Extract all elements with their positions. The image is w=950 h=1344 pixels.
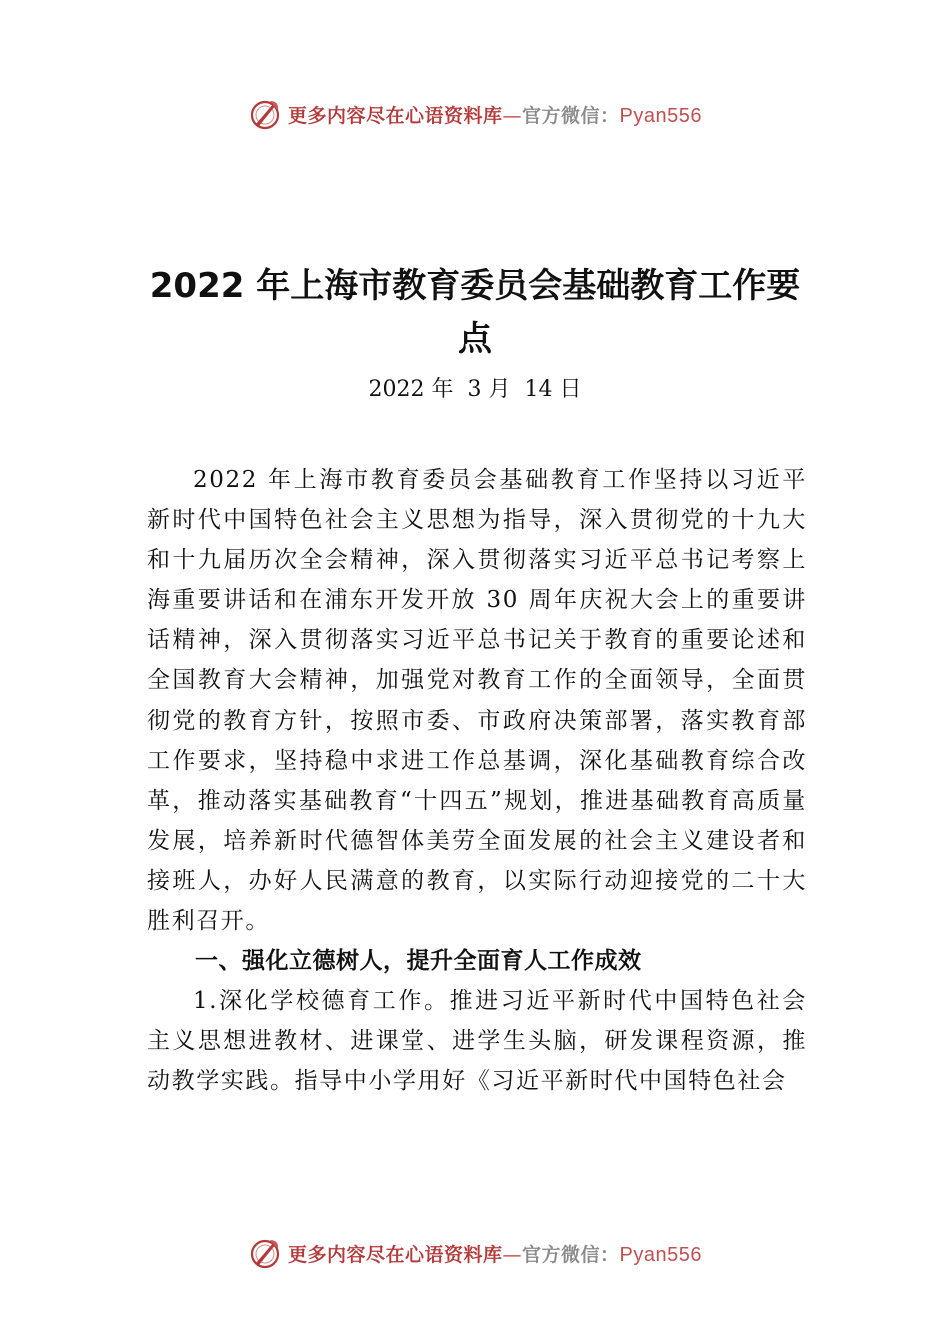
banner-dash: — — [502, 1243, 523, 1266]
footer-banner — [0, 1233, 950, 1273]
document-body — [147, 460, 807, 1102]
section-heading: 一、强化立德树人，提升全面育人工作成效 — [195, 948, 642, 975]
banner-dash: — — [502, 104, 523, 127]
banner-main-text: 更多内容尽在心语资料库 — [288, 104, 503, 127]
quill-seal-icon — [248, 1236, 282, 1270]
quill-seal-icon — [248, 97, 282, 131]
header-banner-text — [288, 101, 702, 128]
document-date: 2022 年 3 月 14 日 — [368, 377, 582, 402]
header-banner — [0, 94, 950, 134]
banner-wechat-label: 官方微信： — [522, 1243, 620, 1266]
banner-wechat-id: Pyan556 — [619, 104, 702, 127]
document-title: 2022 年上海市教育委员会基础教育工作要点 — [149, 266, 801, 359]
footer-banner-text — [288, 1240, 702, 1267]
section-paragraph: 1.深化学校德育工作。推进习近平新时代中国特色社会主义思想进教材、进课堂、进学生头脑，研发课程资源，推动教学实践。指导中小学用好《习近平新时代中国特色社会 — [147, 988, 807, 1095]
banner-wechat-id: Pyan556 — [619, 1243, 702, 1266]
intro-paragraph: 2022 年上海市教育委员会基础教育工作坚持以习近平新时代中国特色社会主义思想为指导，深入贯彻党的十九大和十九届历次全会精神，深入贯彻落实习近平总书记考察上海重要讲话和在浦东开发开放 30 周年庆祝大会上的重要讲话精神，深入贯彻落实习近平总书记关于教育的重要论述和全国教育大会精神，加强党对教育工作的全面领导，全面贯彻党的教育方针，按照市委、市政府决策部署，落实教育部工作要求，坚持稳中求进工作总基调，深化基础教育综合改革，推动落实基础教育“十四五”规划，推进基础教育高质量发展，培养新时代德智体美劳全面发展的社会主义建设者和接班人，办好人民满意的教育，以实际行动迎接党的二十大胜利召开。 — [147, 467, 807, 935]
banner-main-text: 更多内容尽在心语资料库 — [288, 1243, 503, 1266]
banner-wechat-label: 官方微信： — [522, 104, 620, 127]
